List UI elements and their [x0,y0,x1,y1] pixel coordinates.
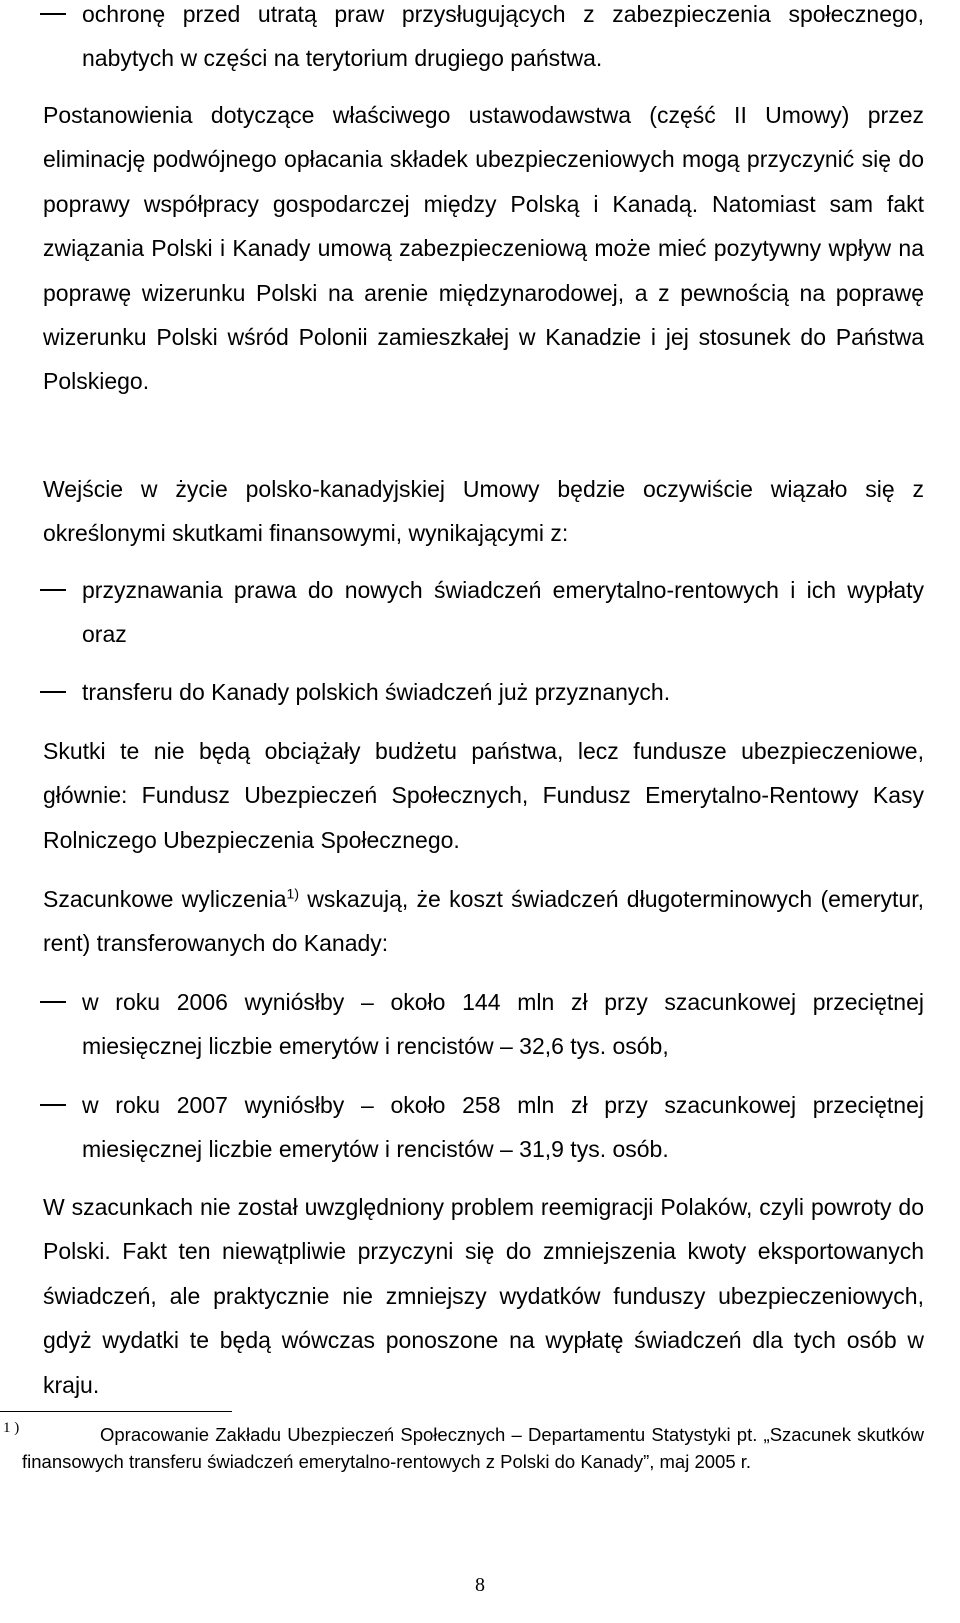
bullet-cost-2006: w roku 2006 wyniósłby – około 144 mln zł przy szacunkowej przeciętnej miesięcznej liczbie emerytów i rencistów – 32,6 tys. osób, [82,989,924,1060]
footnote-divider [0,1411,232,1412]
bullet-transfer: transferu do Kanady polskich świadczeń już przyznanych. [82,679,671,705]
paragraph-legislation: Postanowienia dotyczące właściwego ustawodawstwa (część II Umowy) przez eliminację podwójnego opłacania składek ubezpieczeniowych mogą przyczynić się do poprawy współpracy gospodarczej między Polską i Kanadą. Natomiast sam fakt związania Polski i Kanady umową zabezpieczeniową może mieć pozytywny wpływ na poprawę wizerunku Polski na arenie międzynarodowej, a z pewnością na poprawę wizerunku Polski wśród Polonii zamieszkałej w Kanadzie i jej stosunek do Państwa Polskiego. [43,102,924,395]
paragraph-financial-effects: Wejście w życie polsko-kanadyjskiej Umowy będzie oczywiście wiązało się z określonymi skutkami finansowymi, wynikającymi z: [43,476,924,547]
estimate-text-start: Szacunkowe wyliczenia [43,886,287,912]
bullet-new-benefits: przyznawania prawa do nowych świadczeń emerytalno-rentowych i ich wypłaty oraz [82,577,924,648]
footnote-reference: 1) [286,885,299,902]
paragraph-reemigration: W szacunkach nie został uwzględniony problem reemigracji Polaków, czyli powroty do Polski. Fakt ten niewątpliwie przyczyni się do zmniejszenia kwoty eksportowanych świadczeń, ale praktycznie nie zmniejszy wydatków funduszy ubezpieczeniowych, gdyż wydatki te będą wówczas ponoszone na wypłatę świadczeń dla tych osób w kraju. [43,1194,924,1398]
estimate-text-end: wskazują, że koszt świadczeń długoterminowych (emerytur, rent) transferowanych do Kanady: [43,886,924,957]
bullet-dash [40,589,66,591]
bullet-dash [40,691,66,693]
bullet-dash [40,1104,66,1106]
bullet-intro: ochronę przed utratą praw przysługujących z zabezpieczenia społecznego, nabytych w części na terytorium drugiego państwa. [82,1,924,72]
bullet-dash [40,1001,66,1003]
footnote-text: Opracowanie Zakładu Ubezpieczeń Społecznych – Departamentu Statystyki pt. „Szacunek skutków finansowych transferu świadczeń emerytalno-rentowych z Polski do Kanady”, maj 2005 r. [22,1424,924,1472]
paragraph-estimate [43,877,924,966]
paragraph-funds: Skutki te nie będą obciążały budżetu państwa, lecz fundusze ubezpieczeniowe, głównie: Fundusz Ubezpieczeń Społecznych, Fundusz Emerytalno-Rentowy Kasy Rolniczego Ubezpieczenia Społecznego. [43,738,924,853]
bullet-dash [40,13,66,15]
bullet-cost-2007: w roku 2007 wyniósłby – około 258 mln zł przy szacunkowej przeciętnej miesięcznej liczbie emerytów i rencistów – 31,9 tys. osób. [82,1092,924,1163]
footnote-mark: 1 ) [3,1420,20,1436]
page-number: 8 [475,1574,485,1596]
